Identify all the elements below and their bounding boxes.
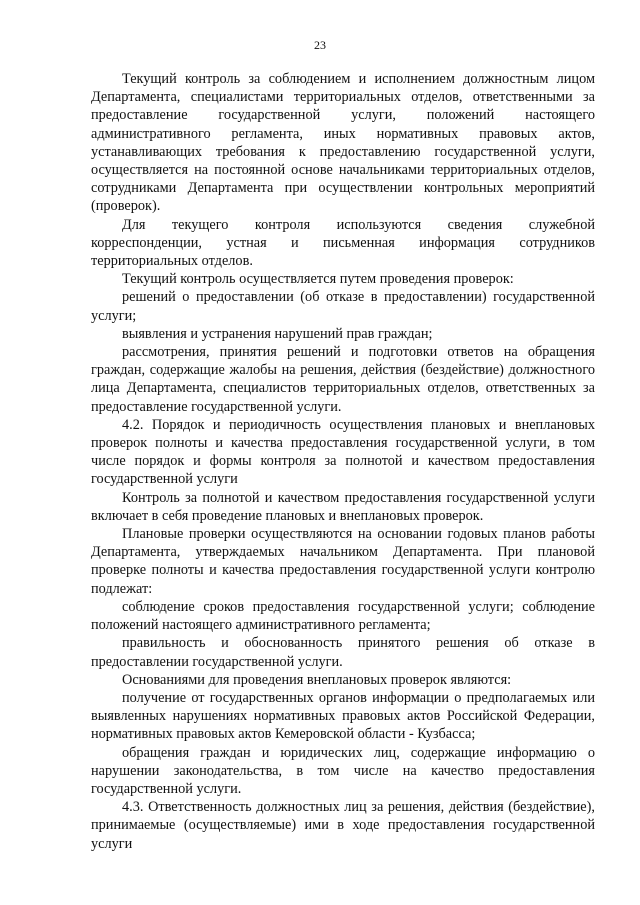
paragraph: рассмотрения, принятия решений и подготовки ответов на обращения граждан, содержащие жалобы на решения, действия (бездействие) должностного лица Департамента, специалистов территориальных отделов, ответственных за предоставление государственной услуги.	[91, 344, 595, 415]
section-heading-4-2: 4.2. Порядок и периодичность осуществления плановых и внеплановых проверок полноты и качества предоставления государственной услуги, в том числе порядок и формы контроля за полнотой и качеством предоставления государственной услуги	[91, 416, 595, 488]
paragraph: правильность и обоснованность принятого решения об отказе в предоставлении государственной услуги.	[91, 635, 595, 670]
paragraph: Контроль за полнотой и качеством предоставления государственной услуги включает в себя проведение плановых и внеплановых проверок.	[91, 489, 595, 524]
paragraph: получение от государственных органов информации о предполагаемых или выявленных нарушениях нормативных правовых актов Российской Федерации, нормативных правовых актов Кемеровской области - Кузбасса;	[91, 689, 595, 743]
document-body	[91, 70, 595, 853]
paragraph: выявления и устранения нарушений прав граждан;	[122, 325, 433, 342]
page-number: 23	[314, 38, 326, 52]
section-heading-4-3: 4.3. Ответственность должностных лиц за решения, действия (бездействие), принимаемые (осуществляемые) ими в ходе предоставления государственной услуги	[91, 799, 595, 852]
paragraph: Текущий контроль осуществляется путем проведения проверок:	[122, 271, 514, 288]
paragraph: решений о предоставлении (об отказе в предоставлении) государственной услуги;	[91, 289, 595, 324]
paragraph: Основаниями для проведения внеплановых проверок являются:	[122, 671, 512, 688]
paragraph: Для текущего контроля используются сведения служебной корреспонденции, устная и письменная информация сотрудников территориальных отделов.	[91, 216, 595, 270]
paragraph: соблюдение сроков предоставления государственной услуги; соблюдение положений настоящего административного регламента;	[91, 598, 595, 634]
paragraph: обращения граждан и юридических лиц, содержащие информацию о нарушении законодательства, в том числе на качество предоставления государственной услуги.	[91, 744, 595, 797]
paragraph: Текущий контроль за соблюдением и исполнением должностным лицом Департамента, специалистами территориальных отделов, ответственными за предоставление государственной услуги, положений настоящего административного регламента, иных нормативных правовых актов, устанавливающих требования к предоставлению государственной услуги, осуществляется на постоянной основе начальниками территориальных отделов, сотрудниками Департамента при осуществлении контрольных мероприятий (проверок).	[91, 71, 595, 215]
paragraph: Плановые проверки осуществляются на основании годовых планов работы Департамента, утверждаемых начальником Департамента. При плановой проверке полноты и качества предоставления государственной услуги контролю подлежат:	[91, 526, 595, 597]
